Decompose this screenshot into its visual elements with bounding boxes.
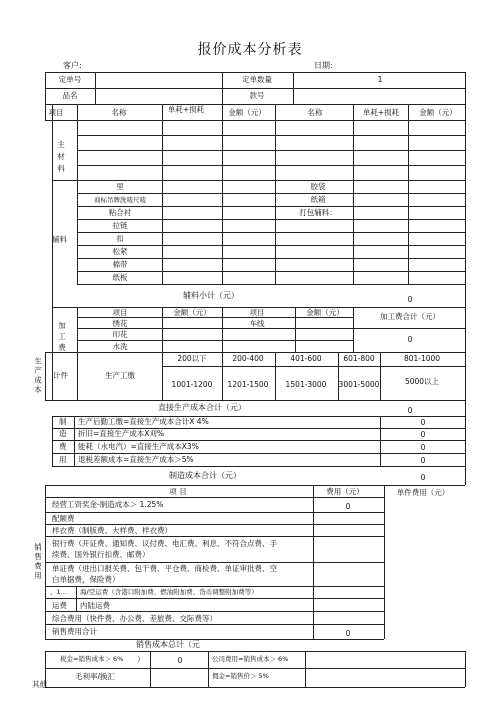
process-embroidery: 绣花 [112, 319, 128, 328]
aux-item-button: 扣 [116, 234, 124, 243]
main-material-label: 主材料 [57, 140, 65, 173]
col-name-header-2: 名称 [307, 108, 323, 117]
mfg-value-2: 0 [420, 430, 426, 439]
col-unit-loss-header: 单耗+损耗 [167, 105, 205, 114]
sales-row-freight-ellipsis: 、1... [50, 588, 67, 596]
piecework-tier-3: 401-600 [290, 354, 322, 363]
aux-item-elastic: 松紧 [112, 247, 128, 256]
order-qty-value: 1 [377, 75, 383, 84]
sales-row-quota: 配额费 [52, 514, 75, 523]
aux-item-zipper: 拉链 [112, 221, 128, 230]
piecework-tier-7: 1201-1500 [227, 380, 269, 389]
order-no-label: 定单号 [58, 75, 82, 84]
col-amount-header-2: 金额（元） [419, 108, 457, 117]
tax-mark: ） [137, 655, 145, 664]
sales-cost-total-label: 销售成本总计（元 [136, 640, 200, 649]
per-piece-fee-label: 单件费用（元） [396, 488, 450, 497]
sales-col-item: 项 目 [169, 487, 187, 496]
mfg-side-4: 用 [59, 455, 67, 464]
process-total-label: 加工费合计（元） [380, 312, 440, 321]
piecework-tier-2: 200-400 [232, 354, 264, 363]
piecework-tier-10: 5000以上 [404, 377, 440, 386]
sales-col-fee: 费用（元） [326, 487, 364, 496]
piecework-label: 计件 [53, 371, 68, 380]
piecework-tier-4: 601-800 [343, 354, 375, 363]
company-fee-label: 公司费用=销售成本＞ 6% [212, 655, 289, 663]
aux-subtotal-value: 0 [407, 295, 413, 304]
process-label: 加工费 [58, 321, 66, 352]
col-amount-header: 金额（元） [228, 108, 266, 117]
aux-subtotal-label: 辅料小计（元） [183, 291, 239, 300]
product-name-label: 品名 [62, 91, 78, 100]
sales-row-total: 销售费用合计 [52, 627, 97, 636]
aux-label: 辅料 [52, 235, 67, 244]
process-sewing: 车线 [249, 319, 265, 328]
process-col-amount-2: 金额（元） [306, 308, 344, 317]
process-washing: 水洗 [112, 342, 128, 351]
aux-item-tape: 棉带 [112, 260, 128, 269]
mfg-side-3: 费 [59, 442, 67, 451]
mfg-side-1: 制 [59, 417, 67, 426]
date-label: 日期: [314, 61, 333, 70]
sales-row-misc: 综合费用（快件费、办公费、差旅费、交际费等） [52, 614, 217, 623]
piecework-tier-5: 801-1000 [403, 354, 441, 363]
process-col-item-2: 项目 [249, 308, 265, 317]
piecework-tier-1: 200以下 [177, 354, 207, 363]
mfg-row-tax-rebate: 退税差额成本=直接生产成本＞5% [78, 455, 194, 464]
commission-label: 佣金=销售价＞ 5% [212, 672, 269, 680]
aux-item-labels: 商标吊牌洗唛尺唛 [94, 196, 146, 204]
sales-row-wages-value: 0 [345, 502, 351, 511]
tax-value: 0 [177, 656, 183, 665]
sales-row-freight: 运费 [52, 601, 67, 610]
other-label: 其他 [32, 680, 47, 689]
process-total-value: 0 [407, 335, 413, 344]
piecework-sublabel: 生产工缴 [105, 371, 135, 380]
mfg-row-logistics: 生产后勤工缴=直接生产成本合计X 4% [78, 417, 209, 426]
production-cost-side-label: 生产成本 [33, 357, 43, 395]
aux-item-carton: 纸箱 [310, 195, 326, 204]
mfg-side-2: 造 [59, 429, 67, 438]
aux-item-cardboard: 纸板 [112, 273, 128, 282]
mfg-total-value: 0 [420, 473, 426, 482]
page-title: 报价成本分析表 [197, 42, 303, 58]
sales-row-wages: 经营工资奖金-制造成本＞ 1.25% [52, 500, 164, 509]
direct-cost-value: 0 [407, 406, 413, 415]
sales-side-label: 销售费用 [33, 543, 43, 581]
col-item-header: 项目 [48, 108, 64, 117]
aux-item-interlining: 粘合衬 [108, 208, 132, 217]
direct-cost-label: 直接生产成本合计（元） [158, 403, 246, 412]
tax-label: 税金=销售成本＞ 6% [60, 655, 124, 663]
sales-row-inland-freight: 内陆运费 [80, 601, 110, 610]
mfg-total-label: 制造成本合计（元） [169, 471, 241, 480]
sales-row-bank-2: 续费、国外银行扣费、邮费） [52, 550, 150, 559]
mfg-value-1: 0 [420, 418, 426, 427]
aux-item-polybag: 胶袋 [310, 182, 326, 191]
customer-label: 客户: [63, 61, 82, 70]
sales-row-docs-1: 单证费（进出口报关费、包干费、平仓费、商检费、单证审批费、空 [52, 564, 277, 573]
aux-item-packing: 打包辅料： [299, 208, 337, 217]
piecework-tier-8: 1501-3000 [285, 380, 327, 389]
piecework-tier-6: 1001-1200 [171, 380, 213, 389]
mfg-value-4: 0 [420, 456, 426, 465]
sales-row-sample: 样衣费（制版费、大样费、样衣费） [52, 526, 172, 535]
process-col-amount: 金额（元） [173, 308, 211, 317]
aux-item-lining: 里 [116, 182, 124, 191]
col-name-header: 名称 [111, 108, 127, 117]
piecework-tier-9: 3001-5000 [338, 380, 380, 389]
sales-row-bank-1: 银行费（开证费、通知费、议付费、电汇费、利息、不符合点费、手 [52, 539, 277, 548]
order-qty-label: 定单数量 [242, 75, 272, 84]
sales-total-value: 0 [345, 629, 351, 638]
mfg-row-energy: 能耗（水电汽）=直接生产成本X3% [78, 442, 199, 451]
sales-row-docs-2: 白单据费，保险费） [52, 575, 120, 584]
process-printing: 印花 [112, 330, 128, 339]
process-col-item: 项目 [112, 308, 128, 317]
gross-margin-label: 毛利率/换汇 [75, 672, 116, 681]
mfg-row-depreciation: 折旧=直接生产成本X刈% [78, 429, 165, 438]
style-no-label: 款号 [249, 91, 265, 100]
sales-row-ocean-freight: 海/空运费（含港口附加费、燃油附加费、货币调整附加费等） [80, 588, 258, 596]
mfg-value-3: 0 [420, 443, 426, 452]
col-unit-loss-header-2: 单耗+损耗 [362, 108, 400, 117]
